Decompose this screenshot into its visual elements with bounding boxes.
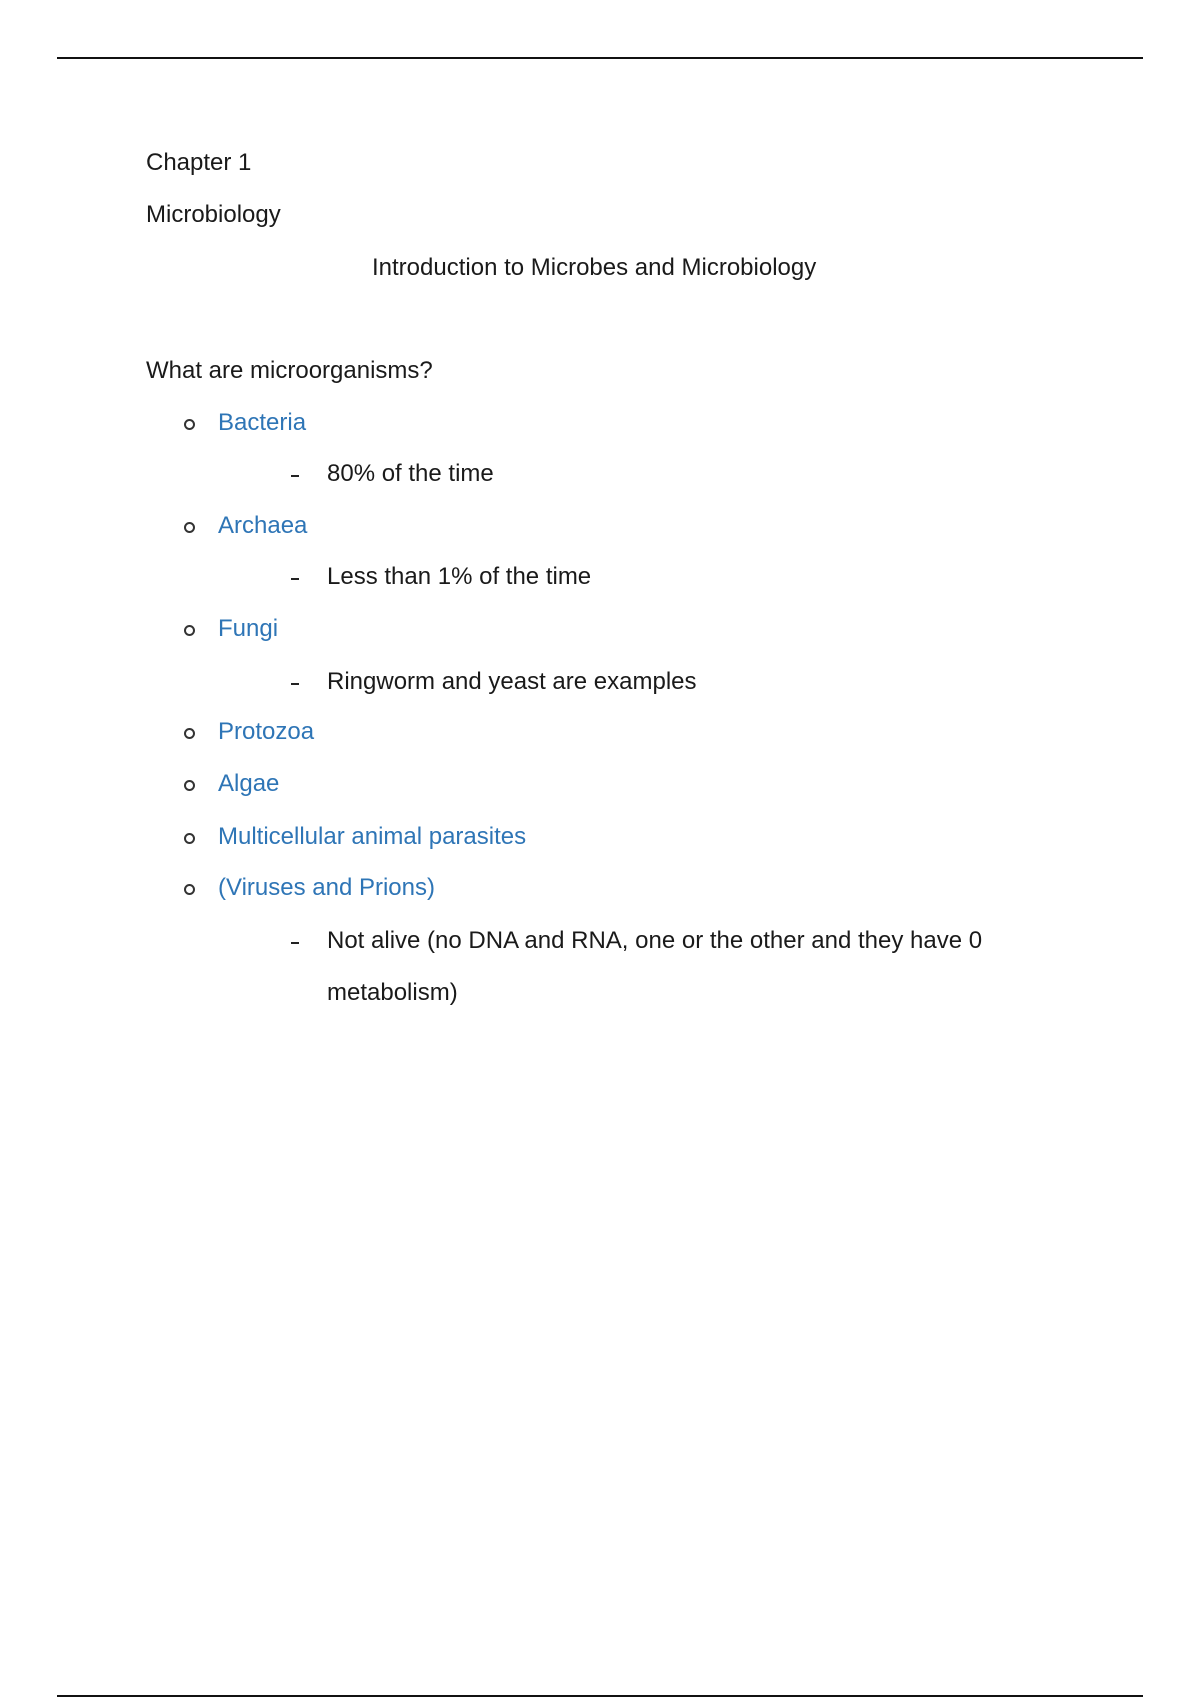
dash-bullet-icon: [291, 942, 299, 944]
circle-bullet-icon: [184, 419, 195, 430]
circle-bullet-icon: [184, 833, 195, 844]
circle-bullet-icon: [184, 522, 195, 533]
dash-bullet-icon: [291, 475, 299, 477]
note-fungi: Ringworm and yeast are examples: [327, 668, 697, 695]
list-item-archaea: Archaea: [218, 512, 308, 539]
list-item-viruses-prions: (Viruses and Prions): [218, 874, 435, 901]
note-archaea: Less than 1% of the time: [327, 563, 592, 590]
list-item-protozoa: Protozoa: [218, 718, 315, 745]
circle-bullet-icon: [184, 884, 195, 895]
note-viruses-line-2: metabolism): [327, 979, 458, 1006]
circle-bullet-icon: [184, 625, 195, 636]
list-item-bacteria: Bacteria: [218, 409, 307, 436]
dash-bullet-icon: [291, 578, 299, 580]
section-question: What are microorganisms?: [146, 357, 433, 384]
note-viruses-line-1: Not alive (no DNA and RNA, one or the other and they have 0: [327, 927, 983, 954]
page-title: Introduction to Microbes and Microbiology: [372, 254, 817, 281]
dash-bullet-icon: [291, 683, 299, 685]
top-border-line: [57, 57, 1143, 59]
circle-bullet-icon: [184, 780, 195, 791]
subject-heading: Microbiology: [146, 201, 281, 228]
note-bacteria: 80% of the time: [327, 460, 494, 487]
list-item-algae: Algae: [218, 770, 280, 797]
bottom-border-line: [57, 1695, 1143, 1697]
list-item-fungi: Fungi: [218, 615, 279, 642]
circle-bullet-icon: [184, 728, 195, 739]
list-item-parasites: Multicellular animal parasites: [218, 823, 527, 850]
chapter-number: Chapter 1: [146, 149, 252, 176]
